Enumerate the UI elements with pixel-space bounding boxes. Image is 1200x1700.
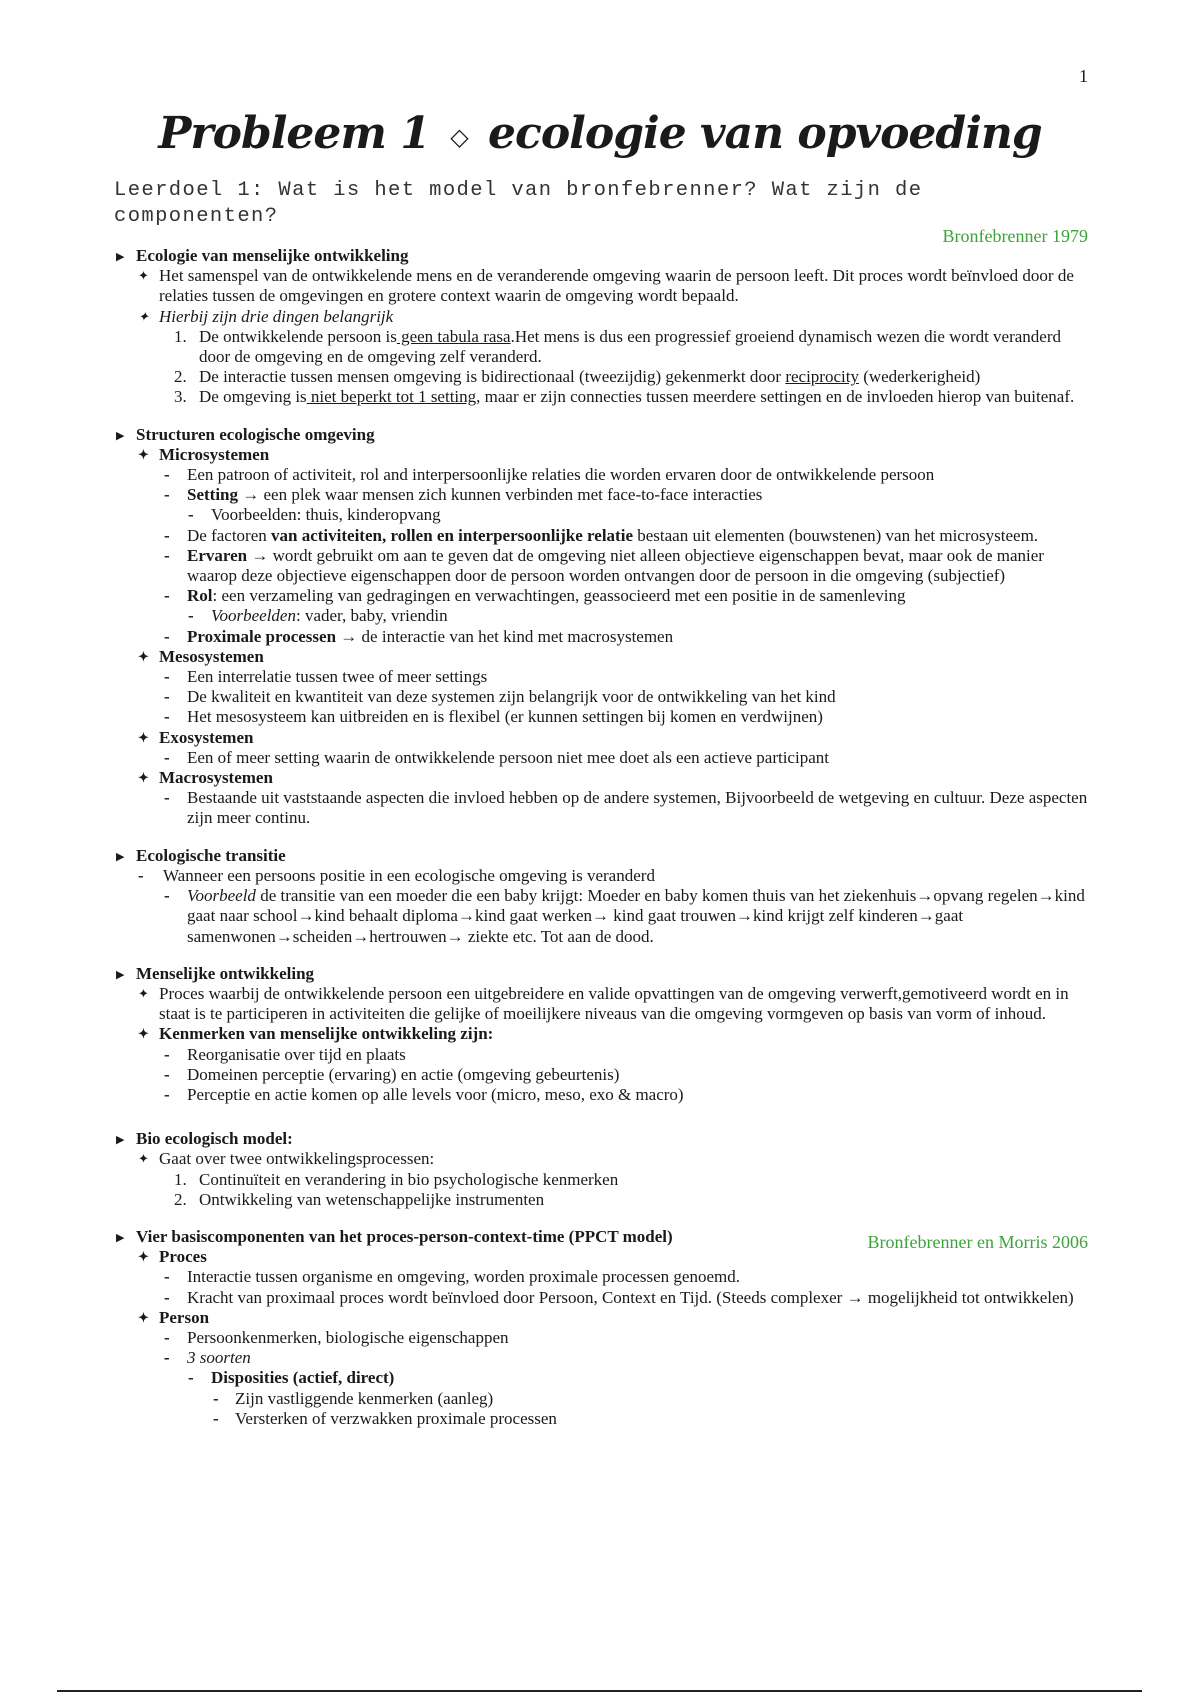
reference-bronfebrenner-morris-2006: Bronfebrenner en Morris 2006 (867, 1232, 1088, 1252)
numbered-item: 1. Continuïteit en verandering in bio psychologische kenmerken (174, 1169, 619, 1189)
text: Ontwikkeling van wetenschappelijke instrumenten (199, 1189, 545, 1209)
footer-divider (57, 1690, 1142, 1692)
text: De ontwikkelende persoon is (199, 326, 397, 346)
list-item (114, 586, 1094, 606)
text: → de interactie van het kind met macrosystemen (336, 626, 674, 646)
list-item: - Het mesosysteem kan uitbreiden en is flexibel (er kunnen settingen bij komen en verdwijnen) (114, 707, 1094, 727)
underlined-text: reciprocity (785, 367, 859, 387)
list-item (114, 546, 1094, 586)
reference-bronfebrenner-1979: Bronfebrenner 1979 (942, 226, 1088, 246)
underlined-text: geen tabula rasa (396, 326, 511, 346)
text: → een plek waar mensen zich kunnen verbinden met face-to-face interacties (238, 485, 763, 505)
list-item: - Interactie tussen organisme en omgeving, worden proximale processen genoemd. (114, 1267, 1094, 1287)
list-item: - Een interrelatie tussen twee of meer settings (114, 667, 1094, 687)
bold-term: Proximale processen (187, 626, 337, 646)
list-item: - Wanneer een persoons positie in een ecologische omgeving is veranderd (114, 866, 1094, 886)
page-number: 1 (1079, 66, 1088, 86)
section-transitie (114, 846, 1094, 947)
text: De factoren (187, 525, 272, 545)
text: → wordt gebruikt om aan te geven dat de omgeving niet alleen objectieve eigenschappen bevat, maar ook de manier waarop deze objectieve eigenschappen door de persoon worden ontvangen door de persoon in die omgeving (subjectief) (187, 545, 1044, 586)
section-heading: ▶ Ecologische transitie (114, 846, 1094, 866)
section-heading: ▶ Menselijke ontwikkeling (114, 964, 1094, 984)
subheading: ✦ Mesosystemen (114, 647, 1094, 667)
diamond-icon: ◇ (450, 122, 468, 151)
section-heading: ▶ Ecologie van menselijke ontwikkeling (114, 246, 1094, 266)
title-sub: ecologie van opvoeding (488, 108, 1042, 159)
list-item: - Zijn vastliggende kenmerken (aanleg) (114, 1389, 1094, 1409)
subheading: ✦ Exosystemen (114, 728, 1094, 748)
text: de transitie van een moeder die een baby krijgt: Moeder en baby komen thuis van het ziekenhuis→opvang regelen→kind gaat naar school→kind behaalt diploma→kind gaat werken→ kind gaat trouwen→kind krijgt zelf kinderen→gaat samenwonen→scheiden→hertrouwen→ ziekte etc. Tot aan de dood. (187, 886, 1085, 946)
text: : een verzameling van gedragingen en verwachtingen, geassocieerd met een positie in de samenleving (212, 586, 906, 606)
learning-goal: Leerdoel 1: Wat is het model van bronfebrenner? Wat zijn de componenten? (114, 179, 923, 228)
list-item: - Bestaande uit vaststaande aspecten die invloed hebben op de andere systemen, Bijvoorbeeld de wetgeving en cultuur. Deze aspecten zijn meer continu. (114, 788, 1094, 828)
list-item (114, 886, 1094, 947)
italic-term: Voorbeeld (187, 886, 256, 906)
list-item: - Persoonkenmerken, biologische eigenschappen (114, 1328, 1094, 1348)
bullet-item: ✦ Hierbij zijn drie dingen belangrijk (114, 307, 1094, 327)
text: De interactie tussen mensen omgeving is bidirectionaal (tweezijdig) gekenmerkt door (199, 367, 786, 387)
list-item (114, 485, 1094, 505)
title-main: Probleem 1 (158, 108, 430, 159)
bullet-item: ✦ Het samenspel van de ontwikkelende mens en de veranderende omgeving waarin de persoon leeft. Dit proces wordt beïnvloed door de relaties tussen de omgevingen en grotere context waarin de omgeving wordt bepaald. (114, 266, 1094, 306)
list-item: - Disposities (actief, direct) (114, 1368, 1094, 1388)
section-heading: ▶ Vier basiscomponenten van het proces-person-context-time (PPCT model) (114, 1227, 1094, 1247)
list-item: - Reorganisatie over tijd en plaats (114, 1045, 1094, 1065)
list-item (114, 526, 1094, 546)
page-title (0, 108, 1200, 159)
subheading: ✦ Kenmerken van menselijke ontwikkeling zijn: (114, 1024, 1094, 1044)
text: , maar er zijn connecties tussen meerdere settingen en de invloeden hierop van buitenaf. (476, 387, 1075, 407)
list-item: - Een patroon of activiteit, rol and interpersoonlijke relaties die worden ervaren door de ontwikkelende persoon (114, 465, 1094, 485)
list-item (114, 606, 1094, 626)
section-heading: ▶ Structuren ecologische omgeving (114, 425, 1094, 445)
text: Continuïteit en verandering in bio psychologische kenmerken (199, 1169, 619, 1189)
subheading: ✦ Person (114, 1308, 1094, 1328)
bold-term: Rol (187, 586, 213, 606)
section-bio-ecologisch (114, 1129, 1094, 1210)
section-heading: ▶ Bio ecologisch model: (114, 1129, 1094, 1149)
list-item: - 3 soorten (114, 1348, 1094, 1368)
subheading: ✦ Proces (114, 1247, 1094, 1267)
section-menselijke-ontwikkeling (114, 964, 1094, 1105)
list-item: - De kwaliteit en kwantiteit van deze systemen zijn belangrijk voor de ontwikkeling van het kind (114, 687, 1094, 707)
bullet-item: ✦ Proces waarbij de ontwikkelende persoon een uitgebreidere en valide opvattingen van de omgeving verwerft,gemotiveerd wordt en in staat is te participeren in activiteiten die gelijke of moeilijkere niveaus van die omgeving vormgeven op basis van vorm of inhoud. (114, 984, 1094, 1024)
text: De omgeving is (199, 387, 307, 407)
text: : vader, baby, vriendin (295, 606, 448, 626)
subheading: ✦ Macrosystemen (114, 768, 1094, 788)
numbered-item: 2. De interactie tussen mensen omgeving is bidirectionaal (tweezijdig) gekenmerkt door reciprocity (wederkerigheid) (174, 367, 981, 387)
list-item: - Perceptie en actie komen op alle levels voor (micro, meso, exo & macro) (114, 1085, 1094, 1105)
section-structuren (114, 425, 1094, 829)
section-ecologie (114, 246, 1094, 408)
list-item: - Voorbeelden: thuis, kinderopvang (114, 505, 1094, 525)
text: .Het mens is dus een progressief groeiend dynamisch wezen die wordt veranderd door de omgeving en de omgeving zelf veranderd. (199, 326, 1062, 367)
text: (wederkerigheid) (858, 367, 981, 387)
bullet-item: ✦ Gaat over twee ontwikkelingsprocessen: (114, 1149, 1094, 1169)
list-item: - Versterken of verzwakken proximale processen (114, 1409, 1094, 1429)
numbered-item: 3. De omgeving is niet beperkt tot 1 setting, maar er zijn connecties tussen meerdere settingen en de invloeden hierop van buitenaf. (174, 387, 1075, 407)
subheading: ✦ Microsystemen (114, 445, 1094, 465)
bold-term: Setting (187, 485, 238, 505)
list-item: - Een of meer setting waarin de ontwikkelende persoon niet mee doet als een actieve participant (114, 748, 1094, 768)
numbered-item: 1. De ontwikkelende persoon is geen tabula rasa.Het mens is dus een progressief groeiend dynamisch wezen die wordt veranderd door de omgeving en de omgeving zelf veranderd. (174, 326, 1062, 367)
section-ppct (114, 1227, 1094, 1429)
list-item (114, 627, 1094, 647)
numbered-item: 2. Ontwikkeling van wetenschappelijke instrumenten (174, 1189, 545, 1209)
underlined-text: niet beperkt tot 1 setting (306, 387, 477, 407)
text: bestaan uit elementen (bouwstenen) van het microsysteem. (633, 525, 1039, 545)
list-item: - Kracht van proximaal proces wordt beïnvloed door Persoon, Context en Tijd. (Steeds complexer → mogelijkheid tot ontwikkelen) (114, 1288, 1094, 1308)
italic-term: Voorbeelden (211, 606, 296, 626)
bold-term: van activiteiten, rollen en interpersoonlijke relatie (271, 525, 633, 545)
list-item: - Domeinen perceptie (ervaring) en actie (omgeving gebeurtenis) (114, 1065, 1094, 1085)
bold-term: Ervaren (187, 545, 248, 565)
document-body (114, 246, 1094, 1446)
